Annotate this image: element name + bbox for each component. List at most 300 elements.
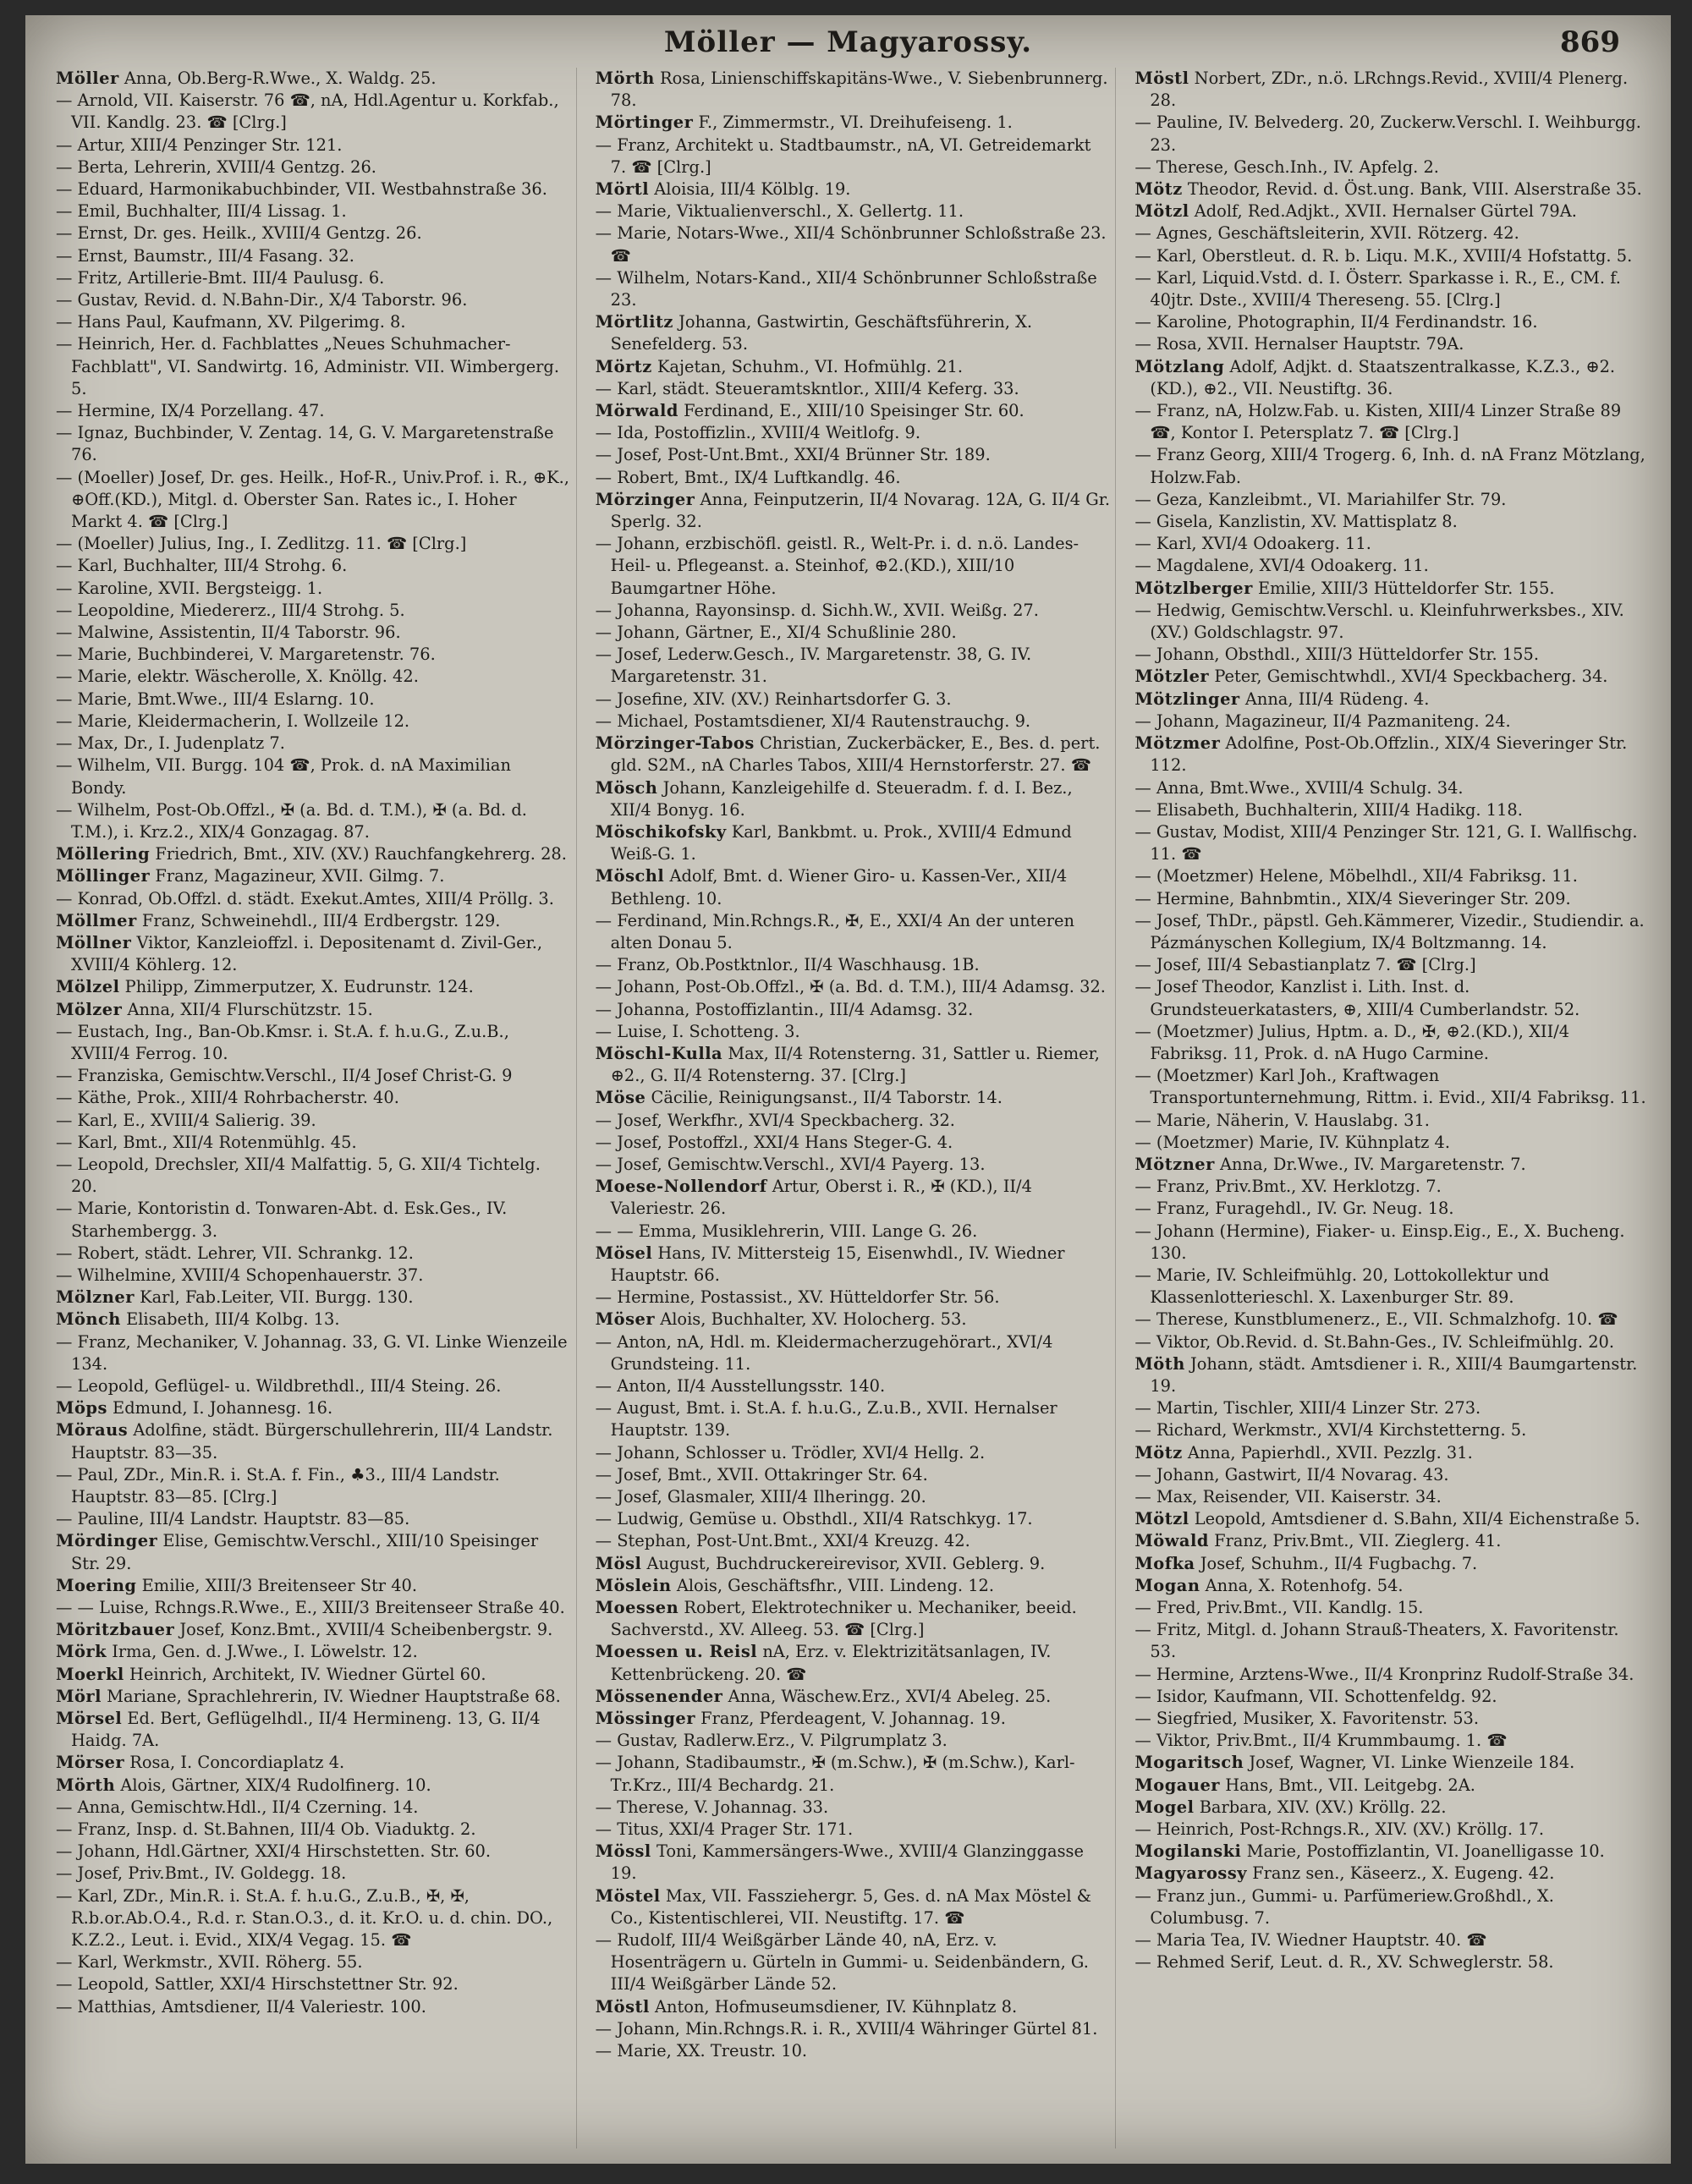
entry-text: — Johann, Gastwirt, II/4 Novarag. 43.	[1134, 1464, 1449, 1484]
entry-text: — — Emma, Musiklehrerin, VIII. Lange G. 26.	[595, 1221, 978, 1241]
entry-surname: Moerkl	[56, 1664, 124, 1684]
entry-text: — Titus, XXI/4 Prager Str. 171.	[595, 1819, 854, 1840]
entry-text: — Karl, E., XVIII/4 Salierig. 39.	[56, 1110, 316, 1130]
directory-entry	[596, 2040, 1111, 2062]
entry-text: Max, VII. Fassziehergr. 5, Ges. d. nA Max Möstel & Co., Kistentischlerei, VII. Neustiftg. 17. ☎	[610, 1885, 1091, 1928]
entry-text: Friedrich, Bmt., XIV. (XV.) Rauchfangkehrerg. 28.	[155, 844, 567, 864]
directory-entry	[56, 1841, 571, 1863]
directory-entry	[596, 267, 1111, 311]
directory-entry	[1134, 1154, 1650, 1176]
entry-text: Adolfine, Post-Ob.Offzlin., XIX/4 Sieveringer Str. 112.	[1150, 733, 1628, 776]
entry-text: — Pauline, III/4 Landstr. Hauptstr. 83—85.	[56, 1509, 410, 1529]
entry-text: Johann, Kanzleigehilfe d. Steueradm. f. d. I. Bez., XII/4 Bonyg. 16.	[610, 777, 1073, 820]
entry-text: — Isidor, Kaufmann, VII. Schottenfeldg. 92.	[1134, 1686, 1497, 1706]
directory-entry	[596, 711, 1111, 733]
entry-surname: Möstl	[595, 1996, 650, 2017]
entry-text: — Elisabeth, Buchhalterin, XIII/4 Hadikg. 118.	[1134, 799, 1523, 820]
entry-text: — Johann, Obsthdl., XIII/3 Hütteldorfer Str. 155.	[1134, 645, 1539, 665]
entry-text: — Johann (Hermine), Fiaker- u. Einsp.Eig., E., X. Bucheng. 130.	[1134, 1221, 1625, 1263]
entry-text: Rosa, I. Concordiaplatz 4.	[129, 1753, 345, 1773]
directory-entry	[596, 777, 1111, 821]
directory-entry	[56, 178, 571, 200]
directory-entry	[56, 1287, 571, 1309]
directory-entry	[56, 1065, 571, 1087]
entry-text: — Marie, Notars-Wwe., XII/4 Schönbrunner Schloßstraße 23. ☎	[595, 223, 1107, 266]
entry-text: Hans, IV. Mittersteig 15, Eisenwhdl., IV. Wiedner Hauptstr. 66.	[610, 1243, 1065, 1285]
entry-surname: Mofka	[1134, 1553, 1195, 1573]
directory-entry	[1134, 733, 1650, 776]
directory-entry	[1134, 1309, 1650, 1331]
directory-entry	[56, 311, 571, 333]
directory-entry	[56, 932, 571, 976]
directory-page	[25, 15, 1671, 2164]
entry-text: — Gisela, Kanzlistin, XV. Mattisplatz 8.	[1134, 512, 1458, 532]
directory-entry	[56, 134, 571, 156]
directory-entry	[56, 1419, 571, 1463]
entry-text: — Ida, Postoffizlin., XVIII/4 Weitlofg. 9.	[595, 423, 921, 443]
directory-entry	[56, 467, 571, 534]
entry-text: — Josef, Postoffzl., XXI/4 Hans Steger-G. 4.	[595, 1132, 953, 1152]
directory-entry	[596, 600, 1111, 622]
directory-entry	[596, 1797, 1111, 1819]
entry-text: — Hermine, IX/4 Porzellang. 47.	[56, 401, 325, 421]
directory-entry	[1134, 666, 1650, 688]
entry-text: Adolf, Red.Adjkt., XVII. Hernalser Gürtel 79A.	[1194, 201, 1577, 222]
directory-entry	[56, 999, 571, 1021]
directory-entry	[596, 1375, 1111, 1397]
directory-entry	[56, 245, 571, 267]
entry-text: — Leopoldine, Miedererz., III/4 Strohg. 5.	[56, 600, 405, 620]
directory-entry	[56, 1087, 571, 1109]
entry-surname: Mötzlang	[1134, 356, 1225, 376]
entry-text: — (Moeller) Josef, Dr. ges. Heilk., Hof-R., Univ.Prof. i. R., ⊕K., ⊕Off.(KD.), Mitgl. d. Oberster San. Rates ic., I. Hoher Markt 4. ☎ [Clrg.]	[56, 467, 569, 532]
entry-surname: Mörzinger-Tabos	[595, 733, 755, 754]
directory-entry	[1134, 1419, 1650, 1441]
directory-entry	[56, 200, 571, 222]
column-2	[596, 68, 1117, 2148]
entry-text: — Gustav, Radlerw.Erz., V. Pilgrumplatz 3.	[595, 1731, 948, 1751]
entry-text: Anna, III/4 Rüdeng. 4.	[1244, 689, 1430, 709]
entry-surname: Mörwald	[595, 401, 678, 421]
entry-surname: Mötz	[1134, 1442, 1183, 1462]
directory-entry	[596, 1154, 1111, 1176]
entry-text: Franz, Magazineur, XVII. Gilmg. 7.	[155, 866, 445, 886]
directory-entry	[596, 1508, 1111, 1530]
directory-entry	[56, 1575, 571, 1597]
entry-surname: Möraus	[56, 1420, 129, 1440]
entry-text: — (Moetzmer) Karl Joh., Kraftwagen Transportunternehmung, Rittm. i. Evid., XII/4 Fabriksg. 11.	[1134, 1066, 1646, 1108]
entry-text: — Anna, Bmt.Wwe., XVIII/4 Schulg. 34.	[1134, 777, 1464, 798]
directory-entry	[596, 622, 1111, 644]
directory-entry	[56, 1375, 571, 1397]
entry-text: Adolfine, städt. Bürgerschullehrerin, III/4 Landstr. Hauptstr. 83—35.	[71, 1420, 553, 1462]
directory-entry	[596, 1043, 1111, 1087]
entry-surname: Mörth	[56, 1775, 116, 1795]
directory-entry	[56, 1132, 571, 1154]
directory-entry	[596, 533, 1111, 600]
entry-text: — Hedwig, Gemischtw.Verschl. u. Kleinfuhrwerksbes., XIV. (XV.) Goldschlagstr. 97.	[1134, 600, 1624, 643]
directory-entry	[1134, 1686, 1650, 1708]
directory-entry	[596, 1641, 1111, 1685]
entry-text: — Stephan, Post-Unt.Bmt., XXI/4 Kreuzg. 42.	[595, 1531, 970, 1551]
directory-entry	[56, 422, 571, 466]
directory-entry	[596, 1287, 1111, 1309]
directory-entry	[1134, 1221, 1650, 1265]
directory-entry	[56, 1464, 571, 1508]
entry-text: — Ernst, Dr. ges. Heilk., XVIII/4 Gentzg. 26.	[56, 223, 422, 244]
entry-text: Ed. Bert, Geflügelhdl., II/4 Hermineng. 13, G. II/4 Haidg. 7A.	[71, 1709, 541, 1751]
entry-text: — Anton, II/4 Ausstellungsstr. 140.	[595, 1375, 886, 1396]
directory-entry	[56, 1331, 571, 1375]
directory-entry	[1134, 1331, 1650, 1353]
entry-text: Emilie, XIII/3 Hütteldorfer Str. 155.	[1257, 578, 1555, 598]
entry-surname: Mörtl	[595, 179, 650, 200]
directory-entry	[1134, 1530, 1650, 1552]
entry-text: Irma, Gen. d. J.Wwe., I. Löwelstr. 12.	[112, 1642, 418, 1662]
directory-entry	[56, 1752, 571, 1774]
directory-entry	[596, 1132, 1111, 1154]
directory-entry	[1134, 711, 1650, 733]
entry-text: — Therese, V. Johannag. 33.	[595, 1797, 829, 1817]
entry-text: — Therese, Gesch.Inh., IV. Apfelg. 2.	[1134, 156, 1439, 177]
entry-text: — Konrad, Ob.Offzl. d. städt. Exekut.Amtes, XIII/4 Pröllg. 3.	[56, 888, 554, 908]
entry-text: — (Moetzmer) Julius, Hptm. a. D., ✠, ⊕2.(KD.), XII/4 Fabriksg. 11, Prok. d. nA Hugo Carmine.	[1134, 1021, 1570, 1063]
entry-text: Franz, Schweinehdl., III/4 Erdbergstr. 129.	[141, 910, 501, 930]
entry-surname: Mogauer	[1134, 1775, 1221, 1795]
directory-entry	[596, 865, 1111, 909]
directory-entry	[596, 1309, 1111, 1331]
directory-entry	[1134, 200, 1650, 222]
directory-entry	[56, 1243, 571, 1265]
entry-text: — Richard, Werkmstr., XVI/4 Kirchstetterng. 5.	[1134, 1420, 1527, 1440]
entry-text: — Josef Theodor, Kanzlist i. Lith. Inst. d. Grundsteuerkatasters, ⊕, XIII/4 Cumberlandstr. 52.	[1134, 977, 1580, 1019]
directory-entry	[1134, 1863, 1650, 1885]
entry-text: Philipp, Zimmerputzer, X. Eudrunstr. 124.	[124, 977, 474, 997]
entry-text: — Josef, ThDr., päpstl. Geh.Kämmerer, Vizedir., Studiendir. a. Pázmányschen Kollegium, IX/4 Boltzmanng. 14.	[1134, 910, 1645, 952]
directory-entry	[56, 555, 571, 577]
entry-text: — Karoline, XVII. Bergsteigg. 1.	[56, 578, 323, 598]
directory-entry	[56, 533, 571, 555]
entry-text: — Josef, Priv.Bmt., IV. Goldegg. 18.	[56, 1863, 347, 1884]
entry-text: — Franziska, Gemischtw.Verschl., II/4 Josef Christ-G. 9	[56, 1066, 513, 1086]
entry-text: — Viktor, Ob.Revid. d. St.Bahn-Ges., IV. Schleifmühlg. 20.	[1134, 1331, 1615, 1352]
entry-text: Anna, Papierhdl., XVII. Pezzlg. 31.	[1187, 1442, 1473, 1462]
entry-text: — Josef, Glasmaler, XIII/4 Ilheringg. 20.	[595, 1487, 926, 1506]
directory-entry	[1134, 1575, 1650, 1597]
directory-entry	[1134, 400, 1650, 444]
directory-entry	[596, 821, 1111, 865]
directory-entry	[56, 400, 571, 422]
entry-surname: Mösl	[595, 1553, 642, 1573]
directory-entry	[1134, 511, 1650, 533]
directory-entry	[1134, 1553, 1650, 1575]
directory-entry	[56, 289, 571, 311]
entry-text: — Johann, Gärtner, E., XI/4 Schußlinie 280.	[595, 623, 957, 643]
directory-entry	[56, 1309, 571, 1331]
directory-entry	[596, 733, 1111, 776]
directory-entry	[1134, 489, 1650, 511]
entry-text: — Johanna, Postoffizlantin., III/4 Adamsg. 32.	[595, 999, 974, 1019]
entry-text: Karl, Bankbmt. u. Prok., XVIII/4 Edmund Weiß-G. 1.	[610, 821, 1072, 864]
directory-entry	[1134, 222, 1650, 244]
directory-entry	[596, 1243, 1111, 1287]
directory-entry	[1134, 578, 1650, 600]
directory-entry	[56, 711, 571, 733]
entry-surname: Möse	[595, 1088, 646, 1108]
entry-text: Hans, Bmt., VII. Leitgebg. 2A.	[1225, 1775, 1475, 1795]
entry-text: F., Zimmermstr., VI. Dreihufeiseng. 1.	[698, 112, 1013, 133]
entry-text: Mariane, Sprachlehrerin, IV. Wiedner Hauptstraße 68.	[107, 1686, 561, 1706]
directory-entry	[596, 1686, 1111, 1708]
directory-entry	[56, 1154, 571, 1198]
entry-text: — Martin, Tischler, XIII/4 Linzer Str. 273.	[1134, 1398, 1481, 1419]
page-header	[25, 20, 1671, 63]
entry-surname: Mörzinger	[595, 489, 695, 509]
entry-surname: Mogilanski	[1134, 1841, 1242, 1862]
directory-entry	[56, 1641, 571, 1663]
directory-entry	[596, 1730, 1111, 1752]
directory-entry	[56, 267, 571, 289]
directory-entry	[56, 910, 571, 932]
entry-text: — Berta, Lehrerin, XVIII/4 Gentzg. 26.	[56, 156, 376, 177]
directory-entry	[596, 200, 1111, 222]
directory-entry	[1134, 1464, 1650, 1486]
directory-entry	[596, 1575, 1111, 1597]
entry-text: — Eustach, Ing., Ban-Ob.Kmsr. i. St.A. f. h.u.G., Z.u.B., XVIII/4 Ferrog. 10.	[56, 1021, 509, 1063]
directory-entry	[596, 644, 1111, 688]
entry-text: — Wilhelmine, XVIII/4 Schopenhauerstr. 37.	[56, 1265, 424, 1285]
directory-entry	[1134, 1819, 1650, 1841]
directory-entry	[596, 134, 1111, 178]
entry-text: Karl, Fab.Leiter, VII. Burgg. 130.	[140, 1287, 414, 1308]
column-1	[56, 68, 577, 2148]
directory-entry	[596, 1553, 1111, 1575]
directory-entry	[1134, 1198, 1650, 1220]
entry-text: — Marie, Näherin, V. Hauslabg. 31.	[1134, 1110, 1430, 1130]
directory-entry	[56, 1265, 571, 1287]
entry-surname: Mörtz	[595, 356, 652, 376]
entry-text: — Fred, Priv.Bmt., VII. Kandlg. 15.	[1134, 1598, 1424, 1618]
entry-text: Aloisia, III/4 Kölblg. 19.	[654, 179, 851, 200]
directory-entry	[1134, 178, 1650, 200]
directory-entry	[56, 865, 571, 887]
directory-entry	[1134, 333, 1650, 355]
entry-text: Anton, Hofmuseumsdiener, IV. Kühnplatz 8.	[654, 1996, 1018, 2017]
directory-entry	[1134, 555, 1650, 577]
entry-text: — Matthias, Amtsdiener, II/4 Valeriestr. 100.	[56, 1996, 426, 2017]
directory-entry	[56, 755, 571, 798]
directory-entry	[56, 1819, 571, 1841]
entry-surname: Magyarossy	[1134, 1863, 1248, 1884]
entry-text: — Franz jun., Gummi- u. Parfümeriew.Großhdl., X. Columbusg. 7.	[1134, 1885, 1554, 1928]
directory-entry	[56, 843, 571, 865]
directory-entry	[56, 1110, 571, 1132]
directory-entry	[56, 1597, 571, 1619]
entry-text: Viktor, Kanzleioffzl. i. Depositenamt d. Zivil-Ger., XVIII/4 Köhlerg. 12.	[71, 932, 543, 975]
entry-surname: Mörk	[56, 1642, 107, 1662]
directory-entry	[596, 1597, 1111, 1641]
directory-entry	[56, 1397, 571, 1419]
directory-entry	[56, 733, 571, 755]
directory-entry	[56, 1198, 571, 1242]
entry-surname: Mölzel	[56, 977, 120, 997]
directory-entry	[596, 1464, 1111, 1486]
directory-entry	[596, 489, 1111, 533]
directory-entry	[1134, 1065, 1650, 1109]
directory-entry	[56, 644, 571, 666]
entry-text: — Johanna, Rayonsinsp. d. Sichh.W., XVII. Weißg. 27.	[595, 600, 1039, 620]
entry-text: Heinrich, Architekt, IV. Wiedner Gürtel 60.	[129, 1664, 486, 1684]
entry-surname: Möschikofsky	[595, 821, 727, 842]
entry-text: Alois, Buchhalter, XV. Holocherg. 53.	[660, 1309, 967, 1330]
directory-entry	[596, 68, 1111, 112]
entry-text: — Magdalene, XVI/4 Odoakerg. 11.	[1134, 556, 1429, 576]
entry-text: — Josef, Bmt., XVII. Ottakringer Str. 64.	[595, 1464, 928, 1484]
directory-entry	[596, 689, 1111, 711]
entry-text: — Anna, Gemischtw.Hdl., II/4 Czerning. 14.	[56, 1797, 419, 1817]
directory-entry	[596, 1110, 1111, 1132]
entry-surname: Möth	[1134, 1353, 1185, 1374]
directory-entry	[1134, 1132, 1650, 1154]
entry-text: — Karl, Bmt., XII/4 Rotenmühlg. 45.	[56, 1132, 357, 1152]
directory-entry	[1134, 600, 1650, 644]
entry-text: — Ignaz, Buchbinder, V. Zentag. 14, G. V. Margaretenstraße 76.	[56, 423, 554, 465]
entry-text: Alois, Geschäftsfhr., VIII. Lindeng. 12.	[676, 1575, 995, 1595]
entry-text: Robert, Elektrotechniker u. Mechaniker, beeid. Sachverstd., XV. Alleeg. 53. ☎ [Clrg.]	[610, 1598, 1077, 1640]
entry-text: — (Moetzmer) Marie, IV. Kühnplatz 4.	[1134, 1132, 1450, 1152]
entry-surname: Mönch	[56, 1309, 121, 1330]
entry-text: — Paul, ZDr., Min.R. i. St.A. f. Fin., ♣3., III/4 Landstr. Hauptstr. 83—85. [Clrg.]	[56, 1464, 500, 1506]
entry-text: — Marie, Kontoristin d. Tonwaren-Abt. d. Esk.Ges., IV. Starhembergg. 3.	[56, 1199, 508, 1241]
entry-surname: Mötzner	[1134, 1154, 1215, 1174]
entry-text: — Franz, Insp. d. St.Bahnen, III/4 Ob. Viaduktg. 2.	[56, 1819, 476, 1840]
directory-entry	[56, 1973, 571, 1995]
entry-text: — Karl, Oberstleut. d. R. b. Liqu. M.K., XVIII/4 Hofstattg. 5.	[1134, 245, 1633, 266]
entry-text: Theodor, Revid. d. Öst.ung. Bank, VIII. Alserstraße 35.	[1187, 179, 1642, 200]
directory-entry	[596, 1819, 1111, 1841]
directory-entry	[56, 1996, 571, 2018]
entry-text: — Pauline, IV. Belvederg. 20, Zuckerw.Verschl. I. Weihburgg. 23.	[1134, 112, 1641, 155]
entry-text: — Heinrich, Post-Rchngs.R., XIV. (XV.) Kröllg. 17.	[1134, 1819, 1545, 1840]
entry-surname: Mördinger	[56, 1531, 158, 1551]
directory-entry	[56, 222, 571, 244]
directory-entry	[56, 1508, 571, 1530]
directory-entry	[596, 467, 1111, 489]
entry-surname: Mössl	[595, 1841, 651, 1862]
entry-text: Adolf, Bmt. d. Wiener Giro- u. Kassen-Ver., XII/4 Bethleng. 10.	[610, 866, 1068, 908]
directory-entry	[56, 68, 571, 90]
directory-entry	[596, 1176, 1111, 1220]
entry-text: — Karl, Buchhalter, III/4 Strohg. 6.	[56, 556, 348, 576]
entry-text: — Marie, Bmt.Wwe., III/4 Eslarng. 10.	[56, 689, 375, 709]
entry-text: Josef, Wagner, VI. Linke Wienzeile 184.	[1249, 1753, 1575, 1773]
directory-entry	[56, 1775, 571, 1797]
entry-surname: Mogan	[1134, 1575, 1200, 1595]
directory-entry	[56, 1686, 571, 1708]
entry-text: — Hermine, Bahnbmtin., XIX/4 Sieveringer Str. 209.	[1134, 888, 1571, 908]
entry-text: Elisabeth, III/4 Kolbg. 13.	[126, 1309, 340, 1330]
directory-entry	[56, 600, 571, 622]
directory-entry	[596, 1929, 1111, 1996]
directory-entry	[596, 954, 1111, 976]
directory-entry	[596, 1331, 1111, 1375]
entry-text: — Marie, Kleidermacherin, I. Wollzeile 12.	[56, 711, 410, 731]
entry-text: — Wilhelm, VII. Burgg. 104 ☎, Prok. d. nA Maximilian Bondy.	[56, 755, 511, 798]
entry-text: — Michael, Postamtsdiener, XI/4 Rautenstrauchg. 9.	[595, 711, 1031, 731]
entry-text: — Heinrich, Her. d. Fachblattes „Neues Schuhmacher-Fachblatt", VI. Sandwirtg. 16, Administr. VII. Wimbergerg. 5.	[56, 334, 560, 398]
directory-entry	[56, 1708, 571, 1752]
entry-text: Kajetan, Schuhm., VI. Hofmühlg. 21.	[656, 356, 964, 376]
entry-text: — Johann, Post-Ob.Offzl., ✠ (a. Bd. d. T.M.), III/4 Adamsg. 32.	[595, 977, 1106, 997]
entry-text: August, Buchdruckereirevisor, XVII. Geblerg. 9.	[646, 1553, 1046, 1573]
directory-entry	[56, 1664, 571, 1686]
entry-text: — Franz, Architekt u. Stadtbaumstr., nA, VI. Getreidemarkt 7. ☎ [Clrg.]	[595, 134, 1091, 177]
entry-surname: Mörtinger	[595, 112, 694, 133]
directory-entry	[596, 1397, 1111, 1441]
directory-entry	[1134, 976, 1650, 1020]
directory-entry	[596, 422, 1111, 444]
entry-text: Josef, Schuhm., II/4 Fugbachg. 7.	[1200, 1553, 1478, 1573]
entry-text: — Marie, XX. Treustr. 10.	[595, 2041, 808, 2061]
entry-text: — Karl, städt. Steueramtskntlor., XIII/4 Keferg. 33.	[595, 378, 1019, 398]
entry-text: — Leopold, Drechsler, XII/4 Malfattig. 5, G. XII/4 Tichtelg. 20.	[56, 1154, 541, 1197]
directory-entry	[1134, 954, 1650, 976]
directory-entry	[1134, 533, 1650, 555]
directory-entry	[1134, 1885, 1650, 1929]
directory-entry	[596, 178, 1111, 200]
entry-surname: Mölzer	[56, 999, 123, 1019]
entry-text: Elise, Gemischtw.Verschl., XIII/10 Speisinger Str. 29.	[71, 1531, 539, 1573]
entry-text: — Leopold, Sattler, XXI/4 Hirschstettner Str. 92.	[56, 1974, 459, 1995]
entry-text: — Maria Tea, IV. Wiedner Hauptstr. 40. ☎	[1134, 1930, 1487, 1951]
entry-text: — August, Bmt. i. St.A. f. h.u.G., Z.u.B., XVII. Hernalser Hauptstr. 139.	[595, 1398, 1058, 1440]
entry-text: — Josef, Post-Unt.Bmt., XXI/4 Brünner Str. 189.	[595, 445, 991, 465]
entry-text: Ferdinand, E., XIII/10 Speisinger Str. 60.	[684, 401, 1025, 421]
entry-text: — Wilhelm, Post-Ob.Offzl., ✠ (a. Bd. d. T.M.), ✠ (a. Bd. d. T.M.), i. Krz.2., XIX/4 Gonzagag. 87.	[56, 799, 527, 842]
entry-text: — Franz, Priv.Bmt., XV. Herklotzg. 7.	[1134, 1177, 1442, 1197]
directory-entry	[1134, 356, 1650, 400]
directory-entry	[1134, 1775, 1650, 1797]
entry-text: — Johann, Magazineur, II/4 Pazmaniteng. 24.	[1134, 711, 1511, 731]
entry-text: — Rosa, XVII. Hernalser Hauptstr. 79A.	[1134, 334, 1464, 354]
entry-surname: Mösch	[595, 777, 658, 798]
entry-surname: Mösel	[595, 1243, 653, 1263]
directory-entry	[596, 1087, 1111, 1109]
entry-text: — Arnold, VII. Kaiserstr. 76 ☎, nA, Hdl.Agentur u. Korkfab., VII. Kandlg. 23. ☎ [Clrg.]	[56, 91, 559, 133]
entry-text: — Therese, Kunstblumenerz., E., VII. Schmalzhofg. 10. ☎	[1134, 1309, 1618, 1330]
entry-surname: Mötzler	[1134, 667, 1210, 687]
entry-surname: Möslein	[595, 1575, 672, 1595]
directory-entry	[1134, 1619, 1650, 1663]
directory-entry	[1134, 1508, 1650, 1530]
entry-text: — Agnes, Geschäftsleiterin, XVII. Rötzerg. 42.	[1134, 223, 1519, 244]
directory-entry	[56, 1619, 571, 1641]
entry-surname: Mötzmer	[1134, 733, 1221, 754]
directory-entry	[596, 999, 1111, 1021]
directory-entry	[596, 222, 1111, 266]
directory-entry	[596, 311, 1111, 355]
entry-text: — Hermine, Postassist., XV. Hütteldorfer Str. 56.	[595, 1287, 1000, 1308]
entry-text: — Siegfried, Musiker, X. Favoritenstr. 53.	[1134, 1709, 1480, 1729]
directory-entry	[1134, 910, 1650, 954]
page-number: 869	[1560, 25, 1620, 59]
entry-surname: Möwald	[1134, 1531, 1209, 1551]
entry-text: Rosa, Linienschiffskapitäns-Wwe., V. Siebenbrunnerg. 78.	[610, 69, 1108, 111]
entry-surname: Mölzner	[56, 1287, 135, 1308]
directory-entry	[56, 1863, 571, 1885]
entry-text: Johanna, Gastwirtin, Geschäftsführerin, X. Senefelderg. 53.	[610, 312, 1033, 354]
directory-entry	[596, 976, 1111, 998]
